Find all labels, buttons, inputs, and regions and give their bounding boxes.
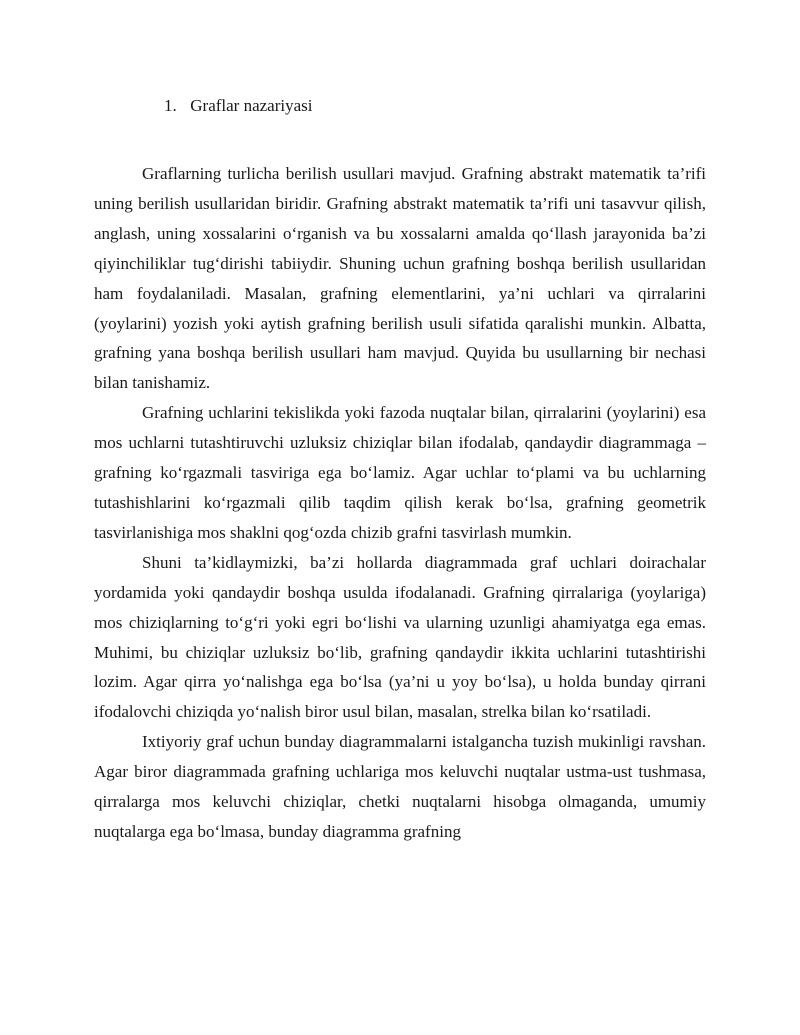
paragraph: Shuni ta’kidlaymizki, ba’zi hollarda diagrammada graf uchlari doirachalar yordamida yoki qandaydir boshqa usulda ifodalanadi. Grafning qirralariga (yoylariga) mos chiziqlarning to‘g‘ri yoki egri bo‘lishi va ularning uzunligi ahamiyatga ega emas. Muhimi, bu chiziqlar uzluksiz bo‘lib, grafning qandaydir ikkita uchlarini tutashtirishi lozim. Agar qirra yo‘nalishga ega bo‘lsa (ya’ni u yoy bo‘lsa), u holda bunday qirrani ifodalovchi chiziqda yo‘nalish biror usul bilan, masalan, strelka bilan ko‘rsatiladi.	[94, 552, 706, 722]
section-heading	[164, 92, 312, 120]
paragraph: Ixtiyoriy graf uchun bunday diagrammalarni istalgancha tuzish mukinligi ravshan. Agar biror diagrammada grafning uchlariga mos keluvchi nuqtalar ustma-ust tushmasa, qirralarga mos keluvchi chiziqlar, chetki nuqtalarni hisobga olmaganda, umumiy nuqtalarga ega bo‘lmasa, bunday diagramma grafning	[94, 732, 706, 841]
section-title: Graflar nazariyasi	[190, 96, 313, 115]
body-text	[94, 159, 706, 847]
paragraph: Graflarning turlicha berilish usullari mavjud. Grafning abstrakt matematik ta’rifi uning berilish usullaridan biridir. Grafning abstrakt matematik ta’rifi uni tasavvur qilish, anglash, uning xossalarini o‘rganish va bu xossalarni amalda qo‘llash jarayonida ba’zi qiyinchiliklar tug‘dirishi tabiiydir. Shuning uchun grafning boshqa berilish usullaridan ham foydalaniladi. Masalan, grafning elementlarini, ya’ni uchlari va qirralarini (yoylarini) yozish yoki aytish grafning berilish usuli sifatida qaralishi munkin. Albatta, grafning yana boshqa berilish usullari ham mavjud. Quyida bu usullarning bir nechasi bilan tanishamiz.	[94, 164, 706, 393]
section-number: 1.	[164, 96, 177, 115]
paragraph: Grafning uchlarini tekislikda yoki fazoda nuqtalar bilan, qirralarini (yoylarini) esa mos uchlarni tutashtiruvchi uzluksiz chiziqlar bilan ifodalab, qandaydir diagrammaga – grafning ko‘rgazmali tasviriga ega bo‘lamiz. Agar uchlar to‘plami va bu uchlarning tutashishlarini ko‘rgazmali qilib taqdim qilish kerak bo‘lsa, grafning geometrik tasvirlanishiga mos shaklni qog‘ozda chizib grafni tasvirlash mumkin.	[94, 403, 706, 542]
